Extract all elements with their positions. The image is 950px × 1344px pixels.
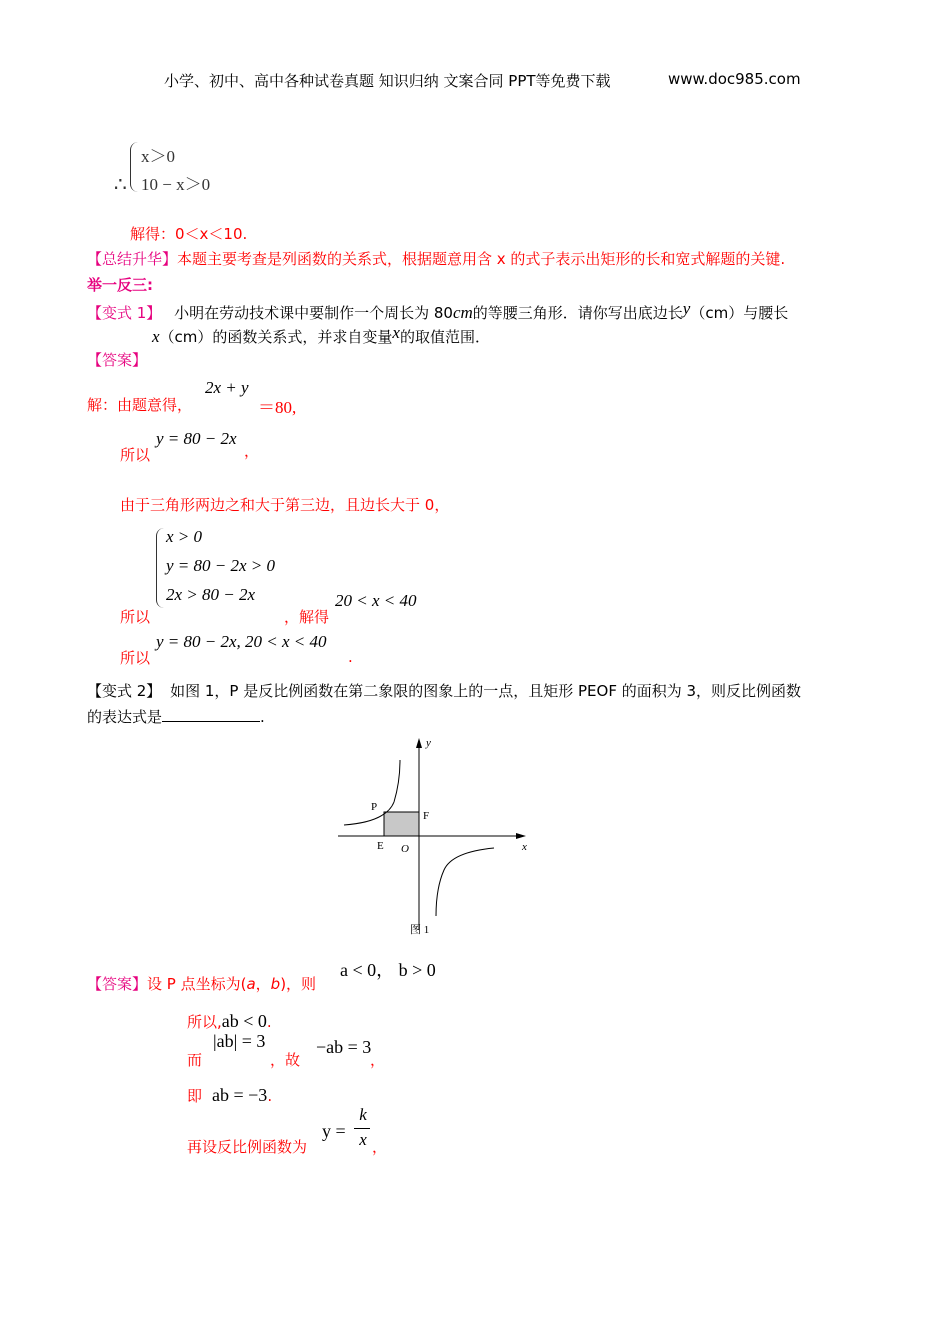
answer2-l1-a-var: a [246, 975, 256, 993]
answer2-tag: 【答案】 [87, 975, 148, 993]
variant1-text-b: 的等腰三角形．请你写出底边长 [472, 304, 683, 322]
answer2-l3-prefix: 而 [187, 1051, 203, 1069]
variant1-tag: 【变式 1】 [87, 304, 162, 322]
answer1-l2-prefix: 所以 [120, 446, 151, 464]
answer2-l5-den: x [359, 1130, 367, 1149]
label-x: x [522, 841, 527, 853]
label-e: E [377, 840, 384, 852]
solution1: 解得：0＜x＜10. [130, 225, 248, 243]
variant1-x-2: x [392, 323, 400, 342]
answer1-l4-mid: ，解得 [284, 608, 330, 626]
variant2-tag: 【变式 2】 [87, 682, 162, 700]
variant2-line1 [87, 680, 801, 701]
answer2-l2-suffix: . [266, 1013, 272, 1031]
answer1-sys-line2: y = 80 − 2x > 0 [166, 556, 276, 575]
answer1-l5-eq: y = 80 − 2x, 20 < x < 40 [156, 632, 327, 651]
variant2-blank-end: . [260, 708, 265, 726]
answer1-system-brace [156, 528, 165, 608]
figure-1 [330, 730, 540, 940]
label-p: P [371, 801, 378, 813]
variant2-line2 [87, 706, 265, 727]
answer2-l3-math1: |ab| = 3 [213, 1031, 266, 1051]
variant1-text-c: 与腰长 [743, 304, 789, 322]
variant1-cm: cm [452, 303, 473, 322]
answer2-l1 [87, 973, 316, 994]
answer1-l4-prefix: 所以 [120, 608, 151, 626]
y-axis-arrow [416, 738, 422, 748]
answer2-l5-y: y = [322, 1121, 346, 1141]
answer1-l1-val: ＝80, [258, 398, 297, 417]
answer1-tag: 【答案】 [87, 351, 148, 369]
therefore-symbol: ∴ [114, 172, 127, 196]
variant1-paren-cm: （cm） [690, 304, 744, 322]
answer1-sys-line1: x > 0 [166, 527, 203, 546]
summary [87, 248, 785, 269]
variant1-line2 [152, 323, 490, 347]
answer-blank[interactable] [162, 707, 260, 722]
answer2-l4-suffix: . [267, 1087, 273, 1105]
answer2-l2-math: ab < 0 [221, 1011, 267, 1031]
label-o: O [401, 843, 409, 855]
answer2-l4 [187, 1085, 272, 1106]
summary-text: 本题主要考查是列函数的关系式，根据题意用含 x 的式子表示出矩形的长和宽式解题的关键. [177, 250, 786, 268]
system1-line1: x＞0 [141, 147, 175, 166]
answer2-l1-math: a < 0， b > 0 [340, 960, 436, 980]
variant1-y: y [682, 299, 691, 318]
rectangle-peof [384, 812, 419, 836]
summary-tag: 【总结升华】 [87, 250, 178, 268]
variant1-text-e: 的取值范围． [399, 328, 490, 346]
system1-line2: 10 − x＞0 [141, 175, 211, 194]
answer2-l2 [187, 1011, 272, 1032]
answer2-l3-suffix: ， [370, 1051, 386, 1069]
variant1-text-d: 的函数关系式，并求自变量 [212, 328, 393, 346]
answer1-l3: 由于三角形两边之和大于第三边，且边长大于 0， [120, 496, 450, 514]
answer1-l2-eq: y = 80 − 2x [156, 429, 237, 448]
juyi-heading: 举一反三: [87, 276, 153, 294]
answer1-l1-prefix: 解：由题意得， [87, 396, 193, 414]
header-text: 小学、初中、高中各种试卷真题 知识归纳 文案合同 PPT等免费下载 [164, 72, 611, 90]
variant1-text-a: 小明在劳动技术课中要制作一个周长为 80 [174, 304, 453, 322]
answer2-l5-prefix: 再设反比例函数为 [187, 1138, 308, 1156]
answer2-l4-math: ab = −3 [212, 1085, 268, 1105]
answer2-l5-num: k [359, 1105, 367, 1124]
answer2-l1-comma: ， [255, 975, 271, 993]
answer2-l1-a: 设 P 点坐标为( [147, 975, 247, 993]
answer2-l4-prefix: 即 [187, 1087, 203, 1105]
variant1-paren-cm-2: （cm） [159, 328, 213, 346]
variant2-text1: 如图 1，P 是反比例函数在第二象限的图象上的一点，且矩形 PEOF 的面积为 3，则反比例函数 [170, 682, 802, 700]
figure-caption: 图 1 [410, 924, 430, 936]
variant1-line1 [87, 299, 788, 323]
answer1-l1-eq: 2x + y [205, 378, 249, 397]
answer1-l5-suffix: . [348, 648, 353, 666]
variant2-text2: 的表达式是 [87, 708, 163, 726]
system1-brace [130, 142, 139, 192]
answer2-l2-prefix: 所以, [187, 1013, 222, 1031]
answer1-l5-prefix: 所以 [120, 649, 151, 667]
answer1-l4-result: 20 < x < 40 [335, 591, 417, 610]
label-y: y [426, 737, 431, 749]
answer1-sys-line3: 2x > 80 − 2x [166, 585, 256, 604]
answer2-l5-suffix: ， [372, 1138, 388, 1156]
x-axis-arrow [516, 833, 526, 839]
answer2-l3-math2: −ab = 3 [316, 1037, 372, 1057]
header-url: www.doc985.com [668, 70, 801, 88]
answer1-l2-suffix: ， [244, 442, 260, 460]
page-header [164, 70, 611, 91]
answer2-l1-b-var: b [270, 975, 281, 993]
answer2-l1-b: )，则 [280, 975, 317, 993]
fraction-bar [354, 1128, 370, 1129]
answer2-l3-mid: ，故 [270, 1051, 301, 1069]
label-f: F [423, 810, 430, 822]
variant1-x: x [152, 327, 160, 346]
hyperbola-branch-4th-quadrant [436, 848, 494, 916]
